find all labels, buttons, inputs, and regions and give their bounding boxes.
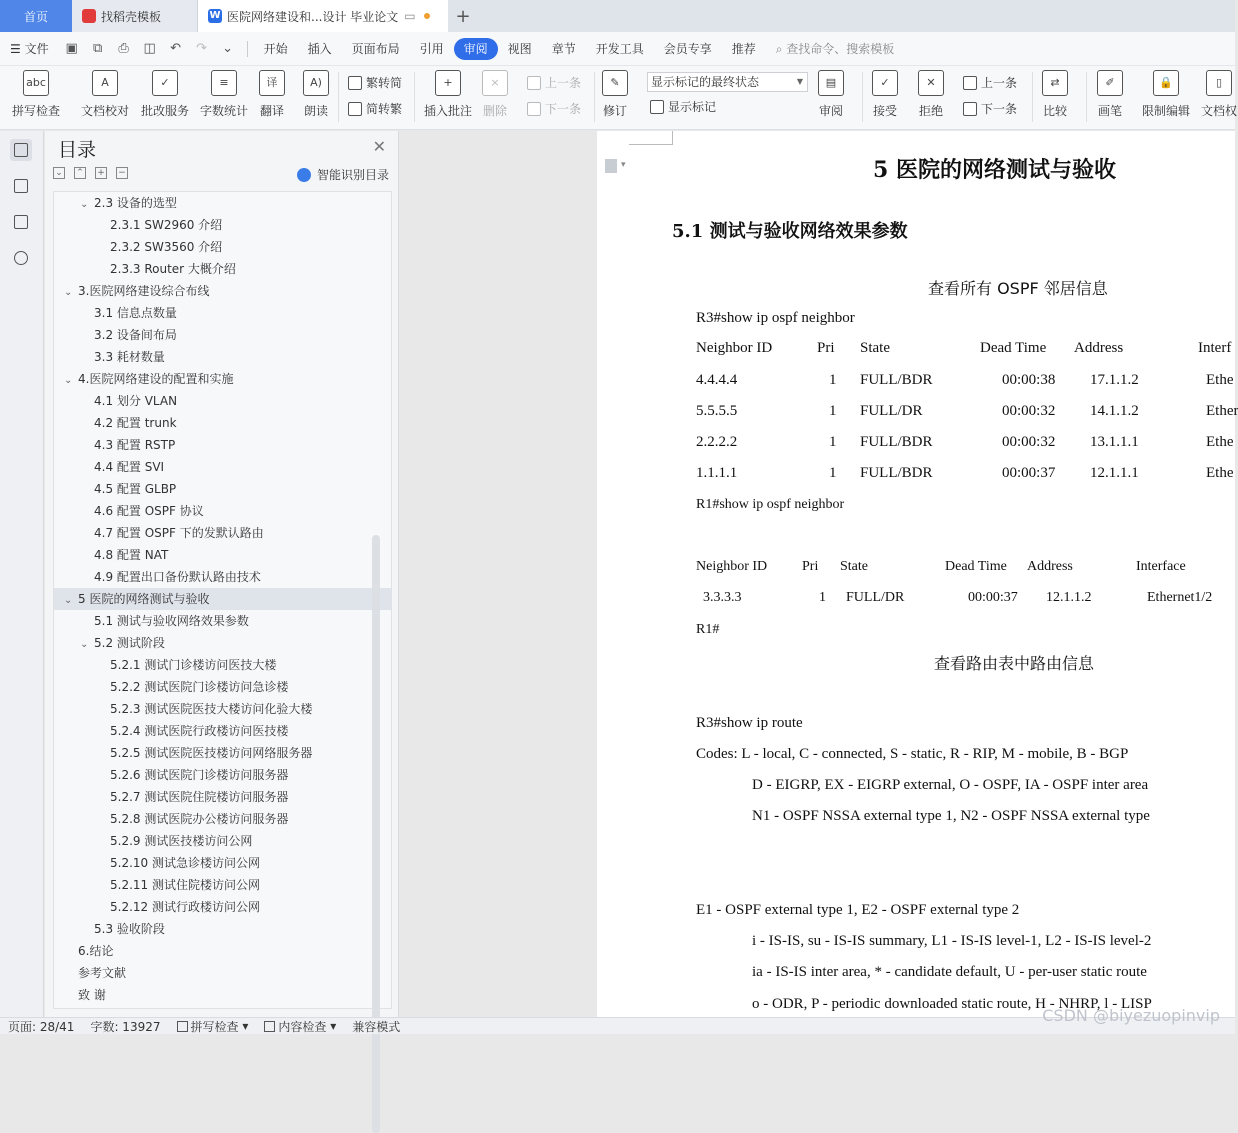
toc-item[interactable] xyxy=(54,368,391,390)
status-bar xyxy=(0,1006,1235,1034)
delete-comment-label: 删除 xyxy=(482,104,507,118)
markup-state-value: 显示标记的最终状态 xyxy=(651,75,760,89)
codes-line: N1 - OSPF NSSA external type 1, N2 - OSPF NSSA external type xyxy=(752,808,1150,824)
read-aloud-label: 朗读 xyxy=(303,104,328,118)
toc-item[interactable] xyxy=(54,478,391,500)
table-cell: State xyxy=(840,559,868,574)
toc-item-label: 5.2.4 测试医院行政楼访问医技楼 xyxy=(110,724,289,738)
table-cell: Ethernet1/2 xyxy=(1147,590,1213,605)
divider xyxy=(1086,72,1087,122)
track-changes-label: 修订 xyxy=(602,104,627,118)
toc-item[interactable] xyxy=(54,962,391,984)
doc-check-label: 文档校对 xyxy=(81,104,130,118)
table-cell: FULL/BDR xyxy=(860,465,933,481)
tab-home[interactable]: 首页 xyxy=(0,0,72,32)
spell-check-status-label: 拼写检查 xyxy=(190,1019,239,1034)
table-cell: 00:00:37 xyxy=(968,590,1018,605)
toc-item[interactable] xyxy=(54,346,391,368)
tab-bar xyxy=(0,0,1235,32)
track-changes-icon: ✎ xyxy=(602,70,628,96)
menu-bar xyxy=(0,32,1235,66)
menu-reference[interactable]: 引用 xyxy=(419,41,444,56)
toc-item[interactable] xyxy=(54,786,391,808)
table-cell: Interf xyxy=(1198,340,1232,356)
doc-check-icon: A xyxy=(92,70,118,96)
new-tab-button[interactable]: + xyxy=(455,5,471,27)
toc-item-label: 4.9 配置出口备份默认路由技术 xyxy=(94,570,261,584)
table-cell: 1 xyxy=(829,465,837,481)
toc-item[interactable] xyxy=(54,522,391,544)
toc-item-label: 5.2.11 测试住院楼访问公网 xyxy=(110,878,260,892)
reject-button[interactable] xyxy=(918,70,944,119)
toc-item-label: 2.3.1 SW2960 介绍 xyxy=(110,218,223,232)
toc-item-label: 4.7 配置 OSPF 下的发默认路由 xyxy=(94,526,264,540)
prev-change-icon xyxy=(963,76,977,90)
remove-level-icon[interactable]: − xyxy=(116,167,128,179)
smart-toc-label: 智能识别目录 xyxy=(316,168,389,182)
command-line: R3#show ip route xyxy=(696,715,803,731)
toc-item[interactable] xyxy=(54,456,391,478)
menu-layout[interactable]: 页面布局 xyxy=(351,41,400,56)
toc-scrollbar[interactable] xyxy=(372,535,380,1133)
table-cell: FULL/DR xyxy=(860,403,923,419)
toc-item-label: 参考文献 xyxy=(78,966,127,980)
toc-item-label: 5.2.1 测试门诊楼访问医技大楼 xyxy=(110,658,277,672)
toc-item[interactable] xyxy=(54,192,391,214)
file-menu[interactable] xyxy=(0,38,59,60)
divider xyxy=(414,72,415,122)
spell-check-label: 拼写检查 xyxy=(12,104,61,118)
toc-item-label: 3.2 设备间布局 xyxy=(94,328,177,342)
review-pane-label: 审阅 xyxy=(818,104,843,118)
menu-view[interactable]: 视图 xyxy=(507,41,532,56)
command-search-label: 查找命令、搜索模板 xyxy=(786,42,895,56)
undo-icon[interactable]: ↶ xyxy=(170,40,182,56)
comment-plus-icon: + xyxy=(435,70,461,96)
review-pane-icon: ▤ xyxy=(818,70,844,96)
section-heading: 5.1 测试与验收网络效果参数 xyxy=(672,221,908,242)
search-icon: ⌕ xyxy=(775,42,787,56)
toc-item[interactable] xyxy=(54,544,391,566)
divider xyxy=(594,72,595,122)
chevron-down-icon[interactable]: ⌄ xyxy=(64,375,73,386)
divider xyxy=(1032,72,1033,122)
word-count[interactable]: 字数: 13927 xyxy=(90,1019,161,1034)
toc-item[interactable] xyxy=(54,632,391,654)
review-ribbon xyxy=(0,66,1238,130)
toc-item-label: 6.结论 xyxy=(78,944,114,958)
menu-section[interactable]: 章节 xyxy=(551,41,576,56)
toc-tools xyxy=(53,167,128,179)
toc-item-label: 5.2.10 测试急诊楼访问公网 xyxy=(110,856,260,870)
spell-check-status[interactable]: 拼写检查 ▾ xyxy=(169,1018,257,1035)
divider xyxy=(247,41,248,57)
pen-icon: ✐ xyxy=(1097,70,1123,96)
trad-to-simp-icon xyxy=(348,76,362,90)
tab-document[interactable] xyxy=(198,0,448,32)
prev-comment-button[interactable] xyxy=(527,74,581,91)
toc-item-label: 5.2.12 测试行政楼访问公网 xyxy=(110,900,260,914)
toc-item[interactable] xyxy=(54,412,391,434)
nav-strip xyxy=(0,131,44,1017)
next-change-icon xyxy=(963,102,977,116)
table-cell: Dead Time xyxy=(945,559,1007,574)
next-change-button[interactable] xyxy=(963,100,1017,117)
toc-item[interactable] xyxy=(54,874,391,896)
divider xyxy=(338,72,339,122)
accept-button[interactable] xyxy=(872,70,898,119)
toc-item-label: 2.3 设备的选型 xyxy=(94,196,177,210)
page-marker-icon[interactable] xyxy=(605,159,617,173)
toc-item[interactable] xyxy=(54,280,391,302)
translate-label: 翻译 xyxy=(259,104,284,118)
command-search[interactable] xyxy=(776,40,895,57)
toc-item-label: 5.1 测试与验收网络效果参数 xyxy=(94,614,249,628)
lock-icon: 🔒 xyxy=(1153,70,1179,96)
table-cell: 12.1.1.1 xyxy=(1090,465,1139,481)
toc-item-label: 4.6 配置 OSPF 协议 xyxy=(94,504,204,518)
toc-item[interactable] xyxy=(54,852,391,874)
divider xyxy=(862,72,863,122)
toc-item[interactable] xyxy=(54,698,391,720)
toc-item[interactable] xyxy=(54,588,391,610)
bookmark-icon[interactable] xyxy=(10,211,32,233)
word-doc-icon: W xyxy=(209,10,221,21)
caption-route: 查看路由表中路由信息 xyxy=(934,654,1095,673)
table-cell: 5.5.5.5 xyxy=(696,403,738,419)
prev-comment-label: 上一条 xyxy=(545,76,582,90)
menu-start[interactable]: 开始 xyxy=(263,41,288,56)
toc-item[interactable] xyxy=(54,610,391,632)
add-level-icon[interactable]: + xyxy=(95,167,107,179)
doc-permission-label: 文档权 xyxy=(1201,104,1238,118)
toc-item-label: 3.1 信息点数量 xyxy=(94,306,177,320)
content-check-icon xyxy=(264,1021,275,1032)
word-count-icon: ≡ xyxy=(211,70,237,96)
toc-item[interactable] xyxy=(54,830,391,852)
next-comment-label: 下一条 xyxy=(545,102,582,116)
search-icon[interactable] xyxy=(10,247,32,269)
simp-to-trad-button[interactable] xyxy=(348,100,402,117)
doc-permission-icon: ▯ xyxy=(1206,70,1232,96)
doc-check-button[interactable] xyxy=(81,70,129,119)
codes-line: Codes: L - local, C - connected, S - static, R - RIP, M - mobile, B - BGP xyxy=(696,746,1129,762)
save-icon[interactable]: ▣ xyxy=(65,40,78,56)
delete-comment-button[interactable] xyxy=(482,70,508,119)
table-cell: 12.1.1.2 xyxy=(1046,590,1092,605)
toc-item-label: 5.2.2 测试医院门诊楼访问急诊楼 xyxy=(110,680,289,694)
show-markup-label: 显示标记 xyxy=(668,100,717,114)
monitor-icon[interactable]: ▭ xyxy=(404,9,416,23)
menu-insert[interactable]: 插入 xyxy=(307,41,332,56)
compare-label: 比较 xyxy=(1042,104,1067,118)
tab-template-label: 找稻壳模板 xyxy=(101,9,162,24)
word-count-label: 字数统计 xyxy=(200,104,249,118)
toc-item[interactable] xyxy=(54,676,391,698)
toc-item[interactable] xyxy=(54,214,391,236)
marker-dropdown-icon[interactable]: ▾ xyxy=(621,159,626,169)
toc-item[interactable] xyxy=(54,808,391,830)
close-icon[interactable]: ✕ xyxy=(372,137,386,156)
menu-review[interactable]: 审阅 xyxy=(454,38,498,60)
next-change-label: 下一条 xyxy=(981,102,1018,116)
table-cell: 4.4.4.4 xyxy=(696,372,738,388)
table-cell: 1 xyxy=(819,590,826,605)
toc-item-label: 3.医院网络建设综合布线 xyxy=(78,284,210,298)
page-corner-mark xyxy=(629,131,673,145)
toc-item-label: 致 谢 xyxy=(78,988,106,1002)
dropdown-arrow-icon: ▼ xyxy=(796,77,803,86)
toc-item[interactable] xyxy=(54,896,391,918)
toc-panel xyxy=(45,131,399,1017)
export-pdf-icon[interactable]: ⧉ xyxy=(92,40,103,56)
toc-item[interactable] xyxy=(54,918,391,940)
table-cell: 13.1.1.1 xyxy=(1090,434,1139,450)
next-comment-button[interactable] xyxy=(527,100,581,117)
table-cell: 00:00:32 xyxy=(1002,434,1056,450)
compare-icon: ⇄ xyxy=(1042,70,1068,96)
reject-label: 拒绝 xyxy=(918,104,943,118)
simp-to-trad-label: 简转繁 xyxy=(366,102,403,116)
caption-ospf: 查看所有 OSPF 邻居信息 xyxy=(928,279,1108,298)
review-pane-button[interactable] xyxy=(818,70,844,119)
prev-change-label: 上一条 xyxy=(981,76,1018,90)
compare-button[interactable] xyxy=(1042,70,1068,119)
table-cell: Ethe xyxy=(1206,372,1234,388)
menu-devtools[interactable]: 开发工具 xyxy=(595,41,644,56)
collapse-all-icon[interactable]: ⌃ xyxy=(74,167,86,179)
codes-line: E1 - OSPF external type 1, E2 - OSPF external type 2 xyxy=(696,902,1020,918)
insert-comment-button[interactable] xyxy=(424,70,472,119)
toc-item[interactable] xyxy=(54,500,391,522)
pen-button[interactable] xyxy=(1097,70,1123,119)
toc-item[interactable] xyxy=(54,324,391,346)
toc-item-label: 4.1 划分 VLAN xyxy=(94,394,178,408)
toc-item-label: 2.3.2 SW3560 介绍 xyxy=(110,240,223,254)
read-aloud-button[interactable] xyxy=(303,70,329,119)
toc-item[interactable] xyxy=(54,434,391,456)
restrict-editing-button[interactable] xyxy=(1142,70,1190,119)
table-cell: Ethe xyxy=(1206,434,1234,450)
toc-item-label: 4.5 配置 GLBP xyxy=(94,482,177,496)
show-markup-icon xyxy=(650,100,664,114)
unsaved-dot-icon xyxy=(424,13,430,19)
reject-icon: ✕ xyxy=(918,70,944,96)
content-check-status[interactable]: 内容检查 ▾ xyxy=(256,1018,344,1035)
track-changes-button[interactable] xyxy=(602,70,628,119)
prompt-line: R1# xyxy=(696,622,720,637)
toc-title: 目录 xyxy=(58,139,97,161)
toc-item[interactable] xyxy=(54,302,391,324)
toc-item[interactable] xyxy=(54,236,391,258)
chapter-heading: 5 医院的网络测试与验收 xyxy=(873,157,1116,183)
table-cell: 17.1.1.2 xyxy=(1090,372,1139,388)
command-line: R1#show ip ospf neighbor xyxy=(696,497,845,512)
table-cell: 00:00:37 xyxy=(1002,465,1056,481)
file-menu-label: 文件 xyxy=(24,41,49,56)
table-cell: 00:00:32 xyxy=(1002,403,1056,419)
table-cell: 1 xyxy=(829,434,837,450)
toc-item-label: 4.8 配置 NAT xyxy=(94,548,169,562)
toc-item[interactable] xyxy=(54,566,391,588)
more-chevron-icon[interactable]: ⌄ xyxy=(222,40,234,56)
spell-check-icon xyxy=(177,1021,188,1032)
table-cell: Neighbor ID xyxy=(696,559,768,574)
tab-document-label: 医院网络建设和...设计 毕业论文 xyxy=(227,9,399,24)
command-line: R3#show ip ospf neighbor xyxy=(696,310,855,326)
toc-item[interactable] xyxy=(54,984,391,1006)
show-markup-button[interactable] xyxy=(650,98,716,115)
batch-service-button[interactable] xyxy=(141,70,189,119)
translate-button[interactable] xyxy=(259,70,285,119)
codes-line: i - IS-IS, su - IS-IS summary, L1 - IS-IS level-1, L2 - IS-IS level-2 xyxy=(752,933,1152,949)
table-cell: FULL/DR xyxy=(846,590,905,605)
watermark: CSDN @biyezuopinvip xyxy=(1042,1006,1220,1025)
pen-label: 画笔 xyxy=(1097,104,1122,118)
table-cell: 00:00:38 xyxy=(1002,372,1056,388)
accept-icon: ✓ xyxy=(872,70,898,96)
toc-item-label: 5.2.5 测试医院医技楼访问网络服务器 xyxy=(110,746,313,760)
toc-item-label: 3.3 耗材数量 xyxy=(94,350,165,364)
table-cell: 14.1.1.2 xyxy=(1090,403,1139,419)
toc-item[interactable] xyxy=(54,258,391,280)
table-cell: 3.3.3.3 xyxy=(703,590,742,605)
codes-line: D - EIGRP, EX - EIGRP external, O - OSPF, IA - OSPF inter area xyxy=(752,777,1149,793)
toc-item[interactable] xyxy=(54,940,391,962)
toc-item-label: 5.2.6 测试医院门诊楼访问服务器 xyxy=(110,768,289,782)
page-indicator[interactable]: 页面: 28/41 xyxy=(8,1019,75,1034)
hamburger-icon: ☰ xyxy=(10,41,25,56)
table-cell: Dead Time xyxy=(980,340,1047,356)
toc-item-label: 2.3.3 Router 大概介绍 xyxy=(110,262,236,276)
table-cell: Pri xyxy=(802,559,819,574)
toc-item[interactable] xyxy=(54,720,391,742)
table-cell: Pri xyxy=(817,340,835,356)
toc-item-label: 5.2.8 测试医院办公楼访问服务器 xyxy=(110,812,289,826)
toc-item-label: 5 医院的网络测试与验收 xyxy=(78,592,210,606)
smart-toc-button[interactable] xyxy=(297,166,389,183)
toc-panel-icon[interactable] xyxy=(10,139,32,161)
table-cell: 1.1.1.1 xyxy=(696,465,738,481)
table-cell: Address xyxy=(1027,559,1073,574)
toc-item-label: 5.2.3 测试医院医技大楼访问化验大楼 xyxy=(110,702,313,716)
toc-item[interactable] xyxy=(54,742,391,764)
print-icon[interactable]: ⎙ xyxy=(118,40,129,56)
toc-item[interactable] xyxy=(54,654,391,676)
table-cell: Interface xyxy=(1136,559,1186,574)
docer-icon xyxy=(82,9,96,23)
toc-item-label: 5.2 测试阶段 xyxy=(94,636,165,650)
codes-line: o - ODR, P - periodic downloaded static route, H - NHRP, l - LISP xyxy=(752,996,1152,1012)
table-cell: 1 xyxy=(829,372,837,388)
table-cell: FULL/BDR xyxy=(860,372,933,388)
doc-permission-button[interactable] xyxy=(1201,70,1237,119)
batch-service-icon: ✓ xyxy=(152,70,178,96)
compat-mode: 兼容模式 xyxy=(352,1019,401,1034)
codes-line: ia - IS-IS inter area, * - candidate default, U - per-user static route xyxy=(752,964,1147,980)
content-check-status-label: 内容检查 xyxy=(278,1019,327,1034)
toc-item-label: 4.4 配置 SVI xyxy=(94,460,165,474)
word-count-button[interactable] xyxy=(200,70,248,119)
chevron-down-icon[interactable]: ⌄ xyxy=(64,595,73,606)
read-aloud-icon: A) xyxy=(303,70,329,96)
chevron-down-icon[interactable]: ⌄ xyxy=(80,199,89,210)
table-cell: Address xyxy=(1074,340,1124,356)
batch-service-label: 批改服务 xyxy=(141,104,190,118)
insert-comment-label: 插入批注 xyxy=(424,104,473,118)
comment-delete-icon: × xyxy=(482,70,508,96)
smart-toc-icon xyxy=(297,168,311,182)
restrict-editing-label: 限制编辑 xyxy=(1142,104,1191,118)
toc-item-label: 5.2.7 测试医院住院楼访问服务器 xyxy=(110,790,289,804)
toc-item-label: 5.3 验收阶段 xyxy=(94,922,165,936)
table-cell: 1 xyxy=(829,403,837,419)
chapter-nav-icon[interactable] xyxy=(10,175,32,197)
prev-change-button[interactable] xyxy=(963,74,1017,91)
trad-to-simp-button[interactable] xyxy=(348,74,402,91)
table-cell: FULL/BDR xyxy=(860,434,933,450)
expand-all-icon[interactable]: ⌄ xyxy=(53,167,65,179)
menu-member[interactable]: 会员专享 xyxy=(663,41,712,56)
prev-comment-icon xyxy=(527,76,541,90)
toc-list xyxy=(53,191,392,1009)
toc-item[interactable] xyxy=(54,390,391,412)
trad-to-simp-label: 繁转简 xyxy=(366,76,403,90)
toc-item-label: 4.2 配置 trunk xyxy=(94,416,177,430)
redo-icon[interactable]: ↷ xyxy=(196,40,208,56)
table-cell: Neighbor ID xyxy=(696,340,773,356)
markup-state-select[interactable] xyxy=(647,72,808,92)
simp-to-trad-icon xyxy=(348,102,362,116)
translate-icon: 译 xyxy=(259,70,285,96)
toc-item-label: 4.医院网络建设的配置和实施 xyxy=(78,372,234,386)
toc-item-label: 5.2.9 测试医技楼访问公网 xyxy=(110,834,253,848)
print-preview-icon[interactable]: ◫ xyxy=(143,40,156,56)
document-page[interactable] xyxy=(597,131,1238,1017)
chevron-down-icon[interactable]: ⌄ xyxy=(80,639,89,650)
toc-item-label: 4.3 配置 RSTP xyxy=(94,438,176,452)
table-cell: State xyxy=(860,340,890,356)
table-cell: Ether xyxy=(1206,403,1238,419)
accept-label: 接受 xyxy=(872,104,897,118)
toc-item[interactable] xyxy=(54,764,391,786)
next-comment-icon xyxy=(527,102,541,116)
menu-recommend[interactable]: 推荐 xyxy=(731,41,756,56)
chevron-down-icon[interactable]: ⌄ xyxy=(64,287,73,298)
spell-check-button[interactable] xyxy=(12,70,60,119)
document-canvas xyxy=(400,131,597,1017)
table-cell: 2.2.2.2 xyxy=(696,434,738,450)
spell-check-icon: abc xyxy=(23,70,49,96)
tab-template[interactable] xyxy=(72,0,198,32)
table-cell: Ethe xyxy=(1206,465,1234,481)
